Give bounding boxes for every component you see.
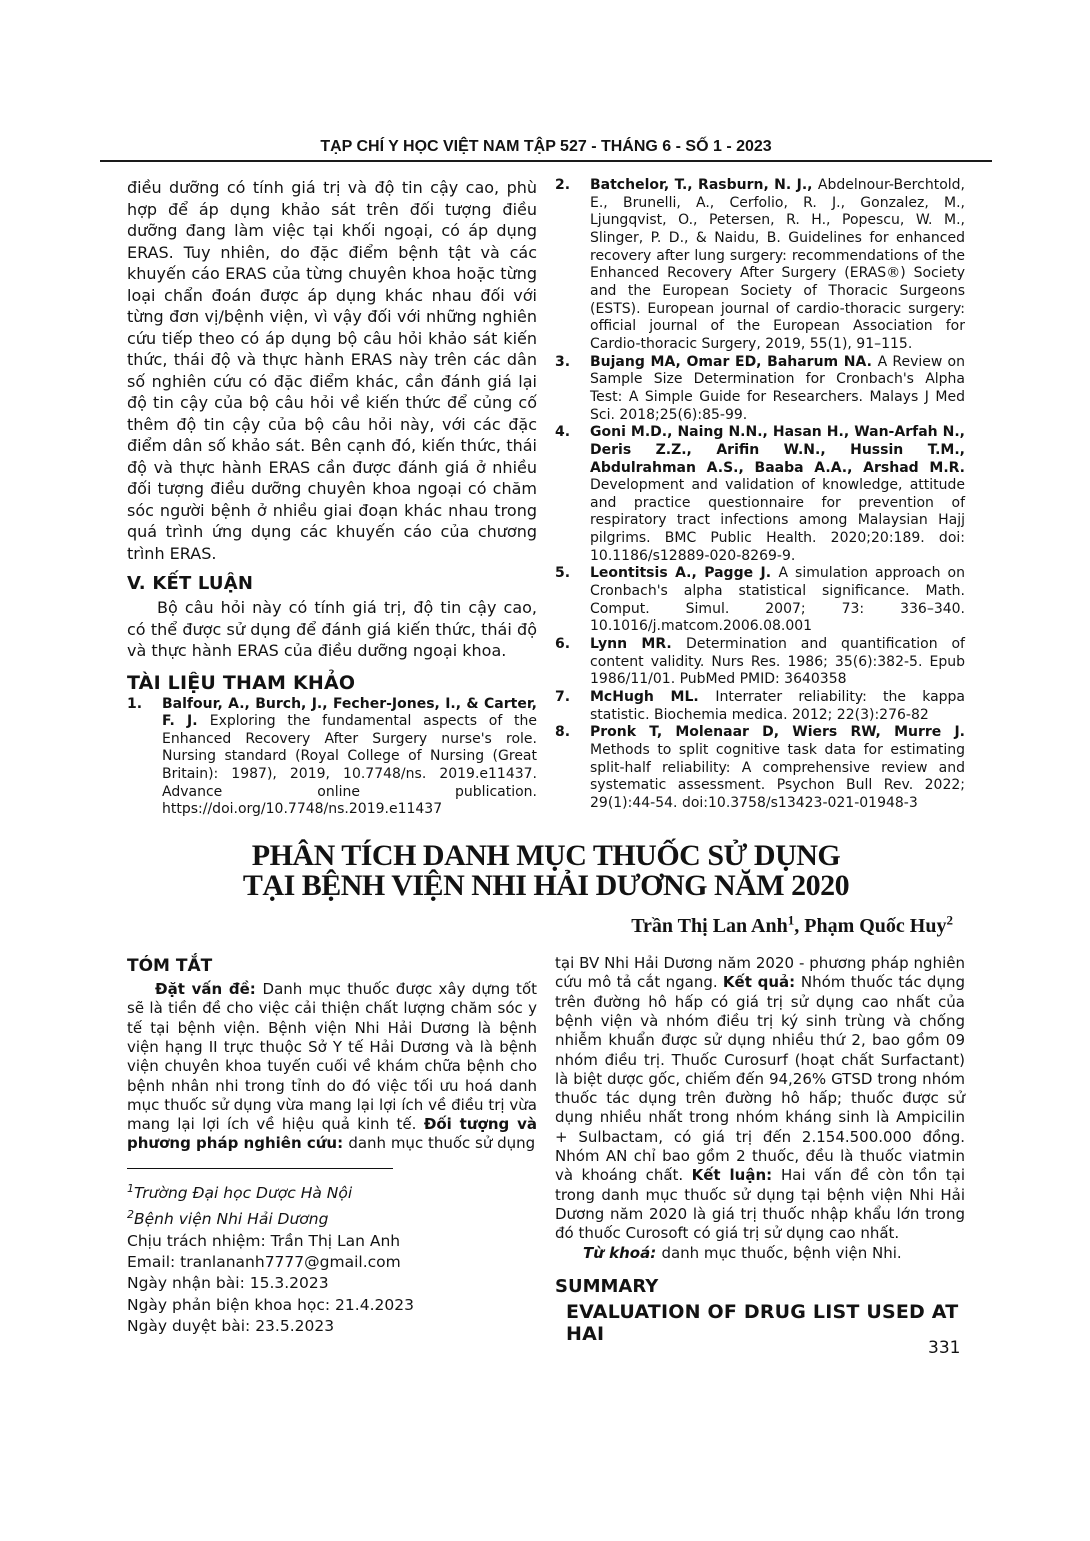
reference-number: 1. xyxy=(127,695,143,712)
reference-body xyxy=(590,689,965,724)
affiliation-1 xyxy=(127,1178,537,1204)
reference-authors: Pronk T, Molenaar D, Wiers RW, Murre J. xyxy=(590,724,965,741)
summary-heading: SUMMARY xyxy=(555,1275,659,1297)
received-date-line: Ngày nhận bài: 15.3.2023 xyxy=(127,1274,329,1293)
article1-left-column xyxy=(127,177,537,819)
article2-right-column xyxy=(555,954,965,1345)
author-2-affiliation-marker: 2 xyxy=(946,912,953,928)
article2-authors xyxy=(127,914,965,938)
reference-detail: Abdelnour-Berchtold, E., Brunelli, A., Cerfolio, R. J., Gonzalez, M., Ljungqvist, O., Petersen, R. H., Popescu, W. M., Slinger, P. D., & Naidu, B. Guidelines for enhanced recovery after lung surgery: recommendations of the Enhanced Recovery After Surgery (ERAS®) Society and the European Society of Thoracic Surgeons (ESTS). European journal of cardio-thoracic surgery: official journal of the European Association for Cardio-thoracic Surgery, 2019, 55(1), 91–115. xyxy=(590,177,965,352)
abstract-label-methods: Đối tượng và phương pháp nghiên cứu: xyxy=(127,1115,537,1153)
email-line: Email: tranlananh7777@gmail.com xyxy=(127,1252,401,1271)
affiliation-1-marker: 1 xyxy=(127,1181,134,1195)
reference-item-2 xyxy=(555,177,965,354)
abstract-background-text: Danh mục thuốc được xây dựng tốt sẽ là tiền đề cho việc cải thiện chất lượng chăm sóc y tế tại bệnh viện. Bệnh viện Nhi Hải Dương là bệnh viện hạng II trực thuộc Sở Y tế Hải Dương và là bệnh viện chuyên khoa tuyến cuối về khám chữa bệnh cho bệnh nhân nhi trong tỉnh do đó việc tối ưu hoá danh mục thuốc sử dụng vừa mang lại lợi ích về điều trị vừa mang lại lợi ích về hiệu quả kinh tế. xyxy=(127,980,537,1134)
corresponding-author-line: Chịu trách nhiệm: Trần Thị Lan Anh xyxy=(127,1231,401,1250)
abstract-conclusion-text: Hai vấn đề còn tồn tại trong danh mục thuốc sử dụng tại bệnh viện Nhi Hải Dương năm 2020 là giá trị thuốc nhập khẩu lớn trong đó thuốc Curosoft có giá trị sử dụng cao nhất. xyxy=(555,1166,966,1243)
reference-authors: Lynn MR. xyxy=(590,636,687,653)
reference-number: 2. xyxy=(555,177,571,193)
reference-authors: Batchelor, T., Rasburn, N. J., xyxy=(590,177,818,193)
reference-body xyxy=(590,636,965,689)
reference-detail: Interrater reliability: the kappa statistic. Biochemia medica. 2012; 22(3):276-82 xyxy=(590,689,965,723)
reference-item-8 xyxy=(555,724,965,812)
reference-authors: Balfour, A., Burch, J., Fecher-Jones, I., & Carter, F. J. xyxy=(162,695,537,730)
reference-detail: A simulation approach on Cronbach's alpha statistical significance. Math. Comput. Simul. 2007; 73: 336–340. 10.1016/j.matcom.2006.08.001 xyxy=(590,565,965,635)
reference-number: 8. xyxy=(555,724,571,741)
reference-detail: Exploring the fundamental aspects of the Enhanced Recovery After Surgery nurse's role. Nursing standard (Royal College of Nursing (Great Britain): 1987), 2019, 10.7748/ns. 2019.e11437. Advance online publication. https://doi.org/10.7748/ns.2019.e11437 xyxy=(162,713,537,818)
article2-left-column xyxy=(127,954,537,1345)
reviewed-date-line: Ngày phản biện khoa học: 21.4.2023 xyxy=(127,1295,414,1314)
page-number: 331 xyxy=(928,1338,961,1358)
reference-number: 7. xyxy=(555,689,571,706)
header-rule xyxy=(100,160,992,162)
abstract-methods-continuation: tại BV Nhi Hải Dương năm 2020 - phương pháp nghiên cứu mô tả cắt ngang. xyxy=(555,954,965,992)
reference-number: 5. xyxy=(555,565,571,582)
keywords-text: danh mục thuốc, bệnh viện Nhi. xyxy=(661,1243,902,1262)
reference-item-7 xyxy=(555,689,965,724)
article2-title xyxy=(127,841,965,901)
article1-right-column xyxy=(555,177,965,819)
article2-title-line1: PHÂN TÍCH DANH MỤC THUỐC SỬ DỤNG xyxy=(251,839,841,873)
abstract-methods-text: danh mục thuốc sử dụng xyxy=(348,1134,536,1153)
reference-detail: A Review on Sample Size Determination for Cronbach's Alpha Test: A Simple Guide for Researchers. Malays J Med Sci. 2018;25(6):85-99. xyxy=(590,353,965,423)
conclusion-paragraph: Bộ câu hỏi này có tính giá trị, độ tin cậy cao, có thể được sử dụng để đánh giá kiến thức, thái độ và thực hành ERAS của điều dưỡng ngoại khoa. xyxy=(127,598,537,660)
keywords-label: Từ khoá: xyxy=(583,1243,662,1262)
footnote-block xyxy=(127,1168,537,1337)
reference-body xyxy=(590,424,965,565)
abstract-label-results: Kết quả: xyxy=(722,973,801,992)
article1-continuation-paragraph: điều dưỡng có tính giá trị và độ tin cậy cao, phù hợp để áp dụng khảo sát trên đối tượng điều dưỡng đang làm việc tại khối ngoại, có áp dụng ERAS. Tuy nhiên, do đặc điểm bệnh tật và các khuyến cáo ERAS của từng chuyên khoa hoặc từng loại chẩn đoán được áp dụng khác nhau đối với từng đơn vị/bệnh viện, vì vậy đối với những nghiên cứu tiếp theo có áp dụng bộ câu hỏi khảo sát kiến thức, thái độ và thực hành ERAS này trên các dân số nghiên cứu có đặc điểm khác, cần đánh giá lại độ tin cậy của bộ câu hỏi về kiến thức để củng cố thêm độ tin cậy của bộ câu hỏi này, với các đặc điểm dân số khảo sát. Bên cạnh đó, kiến thức, thái độ và thực hành ERAS cần được đánh giá ở nhiều đối tượng điều dưỡng chuyên khoa ngoại có chăm sóc người bệnh ở nhiều giai đoạn khác nhau trong quá trình ứng dụng các khuyến cáo của chương trình ERAS. xyxy=(127,178,537,563)
affiliation-2-marker: 2 xyxy=(127,1208,134,1222)
reference-authors: Leontitsis A., Pagge J. xyxy=(590,565,779,582)
affiliation-2-text: Bệnh viện Nhi Hải Dương xyxy=(134,1210,329,1229)
abstract-label-background: Đặt vấn đề: xyxy=(155,980,263,999)
abstract-label-conclusion: Kết luận: xyxy=(691,1166,782,1185)
reference-authors: Bujang MA, Omar ED, Baharum NA. xyxy=(590,353,878,370)
footnote-rule xyxy=(127,1168,393,1169)
author-1-name: Trần Thị Lan Anh xyxy=(631,915,788,938)
reference-body xyxy=(590,354,965,425)
affiliation-2 xyxy=(127,1204,537,1230)
reference-authors: Goni M.D., Naing N.N., Hasan H., Wan-Arfah N., Deris Z.Z., Arifin W.N., Hussin T.M., Abdulrahman A.S., Baaba A.A., Arshad M.R. xyxy=(590,424,965,476)
reference-body xyxy=(162,696,537,820)
reference-item-3 xyxy=(555,354,965,425)
abstract-results-text: Nhóm thuốc tác dụng trên đường hô hấp có giá trị sử dụng cao nhất của bệnh viện và nhóm điều trị ký sinh trùng và chống nhiễm khuẩn được sử dụng nhiều thứ 2, bao gồm 09 nhóm điều trị. Thuốc Curosurf (hoạt chất Surfactant) là biệt dược gốc, chiếm đến 94,26% GTSD trong nhóm thuốc tác dụng trên đường hô hấp; thuốc được sử dụng nhiều nhất trong nhóm kháng sinh là Ampicilin + Sulbactam, có giá trị đến 2.154.500.000 đồng. Nhóm AN chỉ bao gồm 2 thuốc, đều là thuốc viatmin và khoáng chất. xyxy=(555,973,965,1185)
reference-detail: Methods to split cognitive task data for estimating split-half reliability: A comprehensive review and systematic assessment. Psychon Bull Rev. 2022; 29(1):44-54. doi:10.3758/s13423-021-01948-3 xyxy=(590,742,965,811)
reference-body xyxy=(590,177,965,354)
reference-body xyxy=(590,565,965,636)
abstract-paragraph-left xyxy=(127,980,537,1154)
article1-columns xyxy=(127,177,965,819)
conclusion-heading: V. KẾT LUẬN xyxy=(127,573,254,594)
reference-detail: Development and validation of knowledge, attitude and practice questionnaire for prevention of respiratory tract infections among Malaysian Hajj pilgrims. BMC Public Health. 2020;20:189. doi: 10.1186/s12889-020-8269-9. xyxy=(590,477,965,564)
journal-header-title: TẠP CHÍ Y HỌC VIỆT NAM TẬP 527 - THÁNG 6 - SỐ 1 - 2023 xyxy=(320,138,772,155)
summary-title: EVALUATION OF DRUG LIST USED AT HAI xyxy=(566,1300,959,1345)
authors-separator: , xyxy=(794,915,805,938)
keywords-line xyxy=(555,1244,965,1263)
author-2-name: Phạm Quốc Huy xyxy=(804,915,947,938)
reference-item-6 xyxy=(555,636,965,689)
reference-number: 4. xyxy=(555,424,571,441)
reference-number: 3. xyxy=(555,353,571,370)
article2-columns xyxy=(127,954,965,1345)
reference-item-4 xyxy=(555,424,965,565)
references-heading: TÀI LIỆU THAM KHẢO xyxy=(127,671,356,694)
reference-detail: Determination and quantification of content validity. Nurs Res. 1986; 35(6):382-5. Epub 1986/11/01. PubMed PMID: 3640358 xyxy=(590,636,965,688)
reference-item-5 xyxy=(555,565,965,636)
page-header xyxy=(127,137,965,162)
abstract-heading: TÓM TẮT xyxy=(127,956,213,977)
reference-authors: McHugh ML. xyxy=(590,689,716,706)
reference-body xyxy=(590,724,965,812)
accepted-date-line: Ngày duyệt bài: 23.5.2023 xyxy=(127,1316,335,1335)
reference-item-1 xyxy=(127,696,537,820)
article2-title-line2: TẠI BỆNH VIỆN NHI HẢI DƯƠNG NĂM 2020 xyxy=(242,869,850,903)
affiliation-1-text: Trường Đại học Dược Hà Nội xyxy=(134,1183,353,1202)
abstract-paragraph-right xyxy=(555,954,965,1243)
reference-number: 6. xyxy=(555,636,571,653)
author-1-affiliation-marker: 1 xyxy=(787,912,795,928)
